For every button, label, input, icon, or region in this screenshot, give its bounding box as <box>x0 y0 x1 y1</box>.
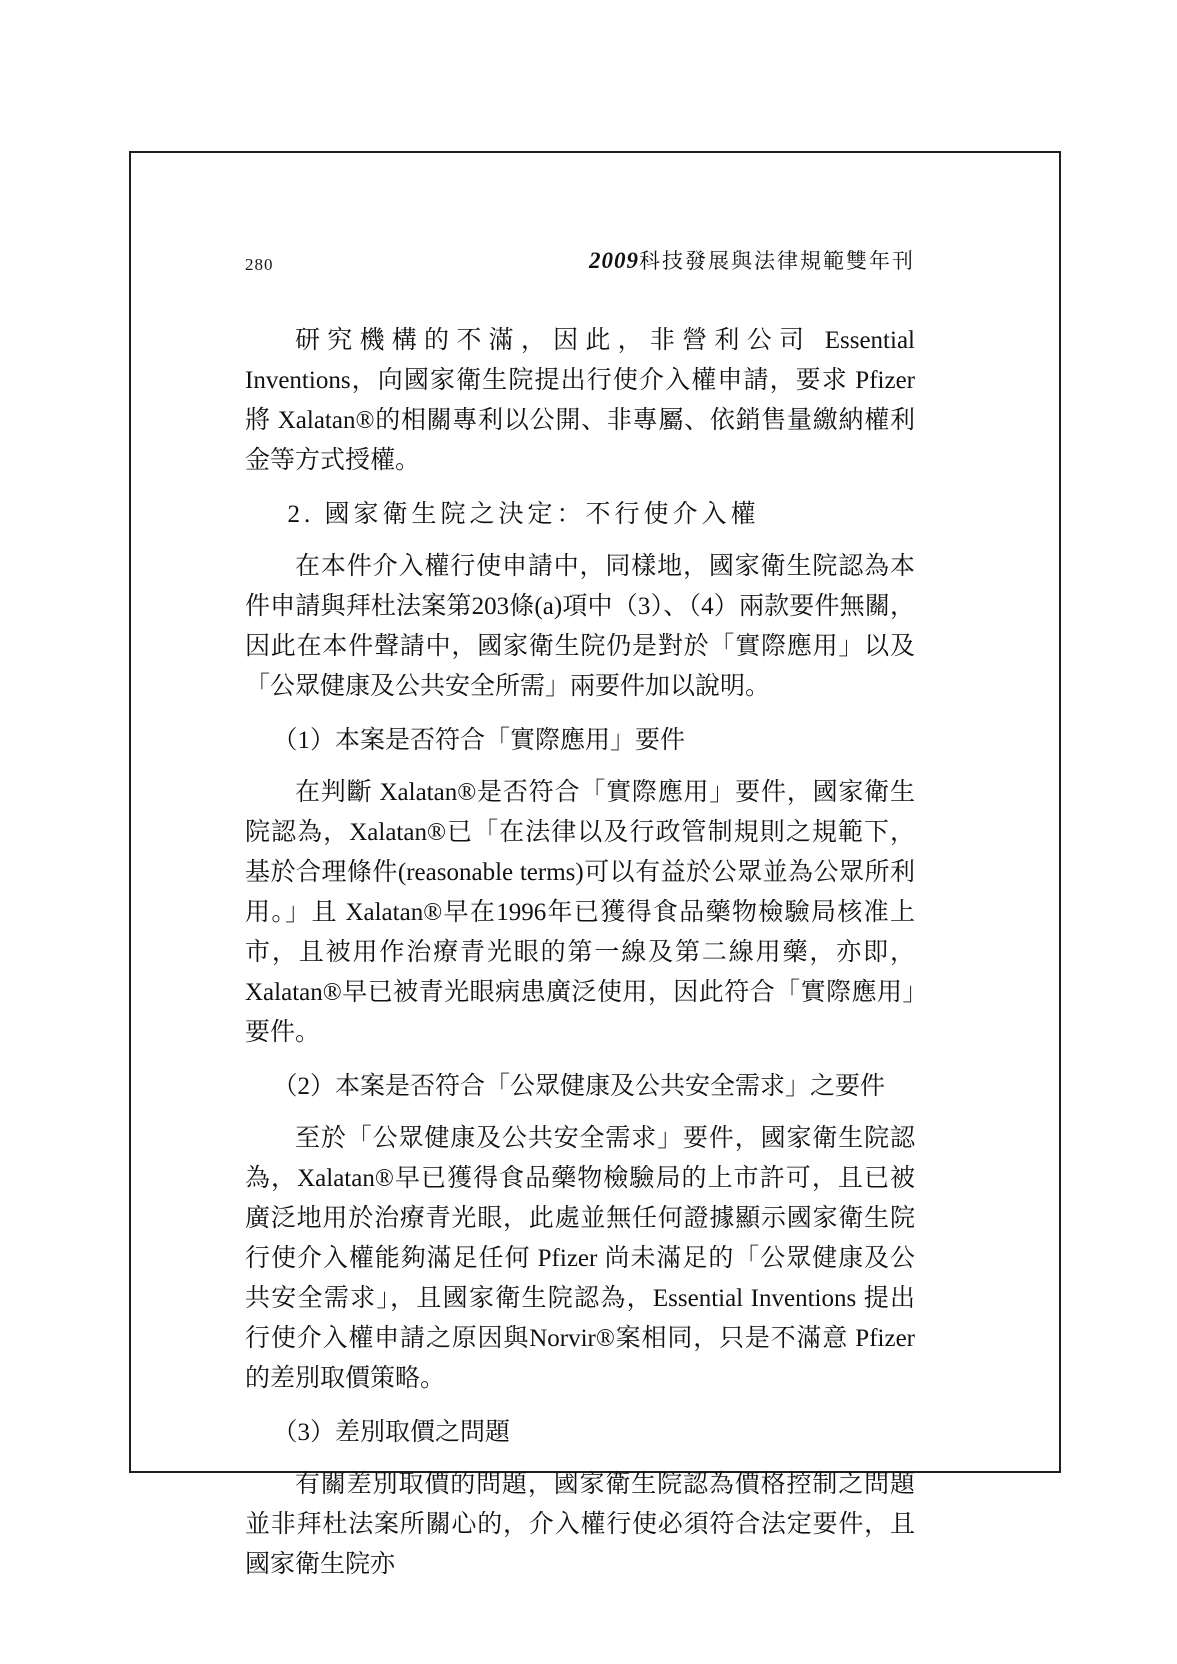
paragraph-public-health: 至於「公眾健康及公共安全需求」要件，國家衛生院認為，Xalatan®早已獲得食品藥物檢驗局的上市許可，且已被廣泛地用於治療青光眼，此處並無任何證據顯示國家衛生院行使介入權能夠滿足任何 Pfizer 尚未滿足的「公眾健康及公共安全需求」，且國家衛生院認為，Essential Inventions 提出行使介入權申請之原因與Norvir®案相同，只是不滿意 Pfizer 的差別取價策略。 <box>245 1125 915 1392</box>
subsection-heading-price-discrimination: （3）差別取價之問題 <box>272 1419 511 1446</box>
subsection-heading-public-health: （2）本案是否符合「公眾健康及公共安全需求」之要件 <box>272 1073 886 1100</box>
section-heading-nih-decision: 2. 國家衛生院之決定：不行使介入權 <box>287 501 760 528</box>
journal-title-year: 2009 <box>589 248 639 273</box>
journal-title <box>589 245 915 275</box>
paragraph-price-discrimination: 有關差別取價的問題，國家衛生院認為價格控制之問題並非拜杜法案所關心的，介入權行使必須符合法定要件，且國家衛生院亦 <box>245 1471 915 1578</box>
subsection-heading-practical-application: （1）本案是否符合「實際應用」要件 <box>272 727 686 754</box>
paragraph-practical-application: 在判斷 Xalatan®是否符合「實際應用」要件，國家衛生院認為，Xalatan®已「在法律以及行政管制規則之規範下，基於合理條件(reasonable terms)可以有益於公眾並為公眾所利用。」且 Xalatan®早在1996年已獲得食品藥物檢驗局核准上市，且被用作治療青光眼的第一線及第二線用藥，亦即，Xalatan®早已被青光眼病患廣泛使用，因此符合「實際應用」要件。 <box>245 779 915 1046</box>
paragraph-nih-review: 在本件介入權行使申請中，同樣地，國家衛生院認為本件申請與拜杜法案第203條(a)項中（3）、（4）兩款要件無關，因此在本件聲請中，國家衛生院仍是對於「實際應用」以及「公眾健康及公共安全所需」兩要件加以說明。 <box>245 553 915 700</box>
journal-title-text: 科技發展與法律規範雙年刊 <box>639 249 915 273</box>
document-body <box>245 321 915 1585</box>
running-header <box>245 245 915 275</box>
journal-page <box>129 151 1061 1578</box>
page-content-area <box>245 153 915 1593</box>
paragraph-license-request: 研究機構的不滿，因此，非營利公司 Essential Inventions，向國家衛生院提出行使介入權申請，要求 Pfizer 將 Xalatan®的相關專利以公開、非專屬、依銷售量繳納權利金等方式授權。 <box>245 327 915 474</box>
page-number: 280 <box>245 255 274 274</box>
